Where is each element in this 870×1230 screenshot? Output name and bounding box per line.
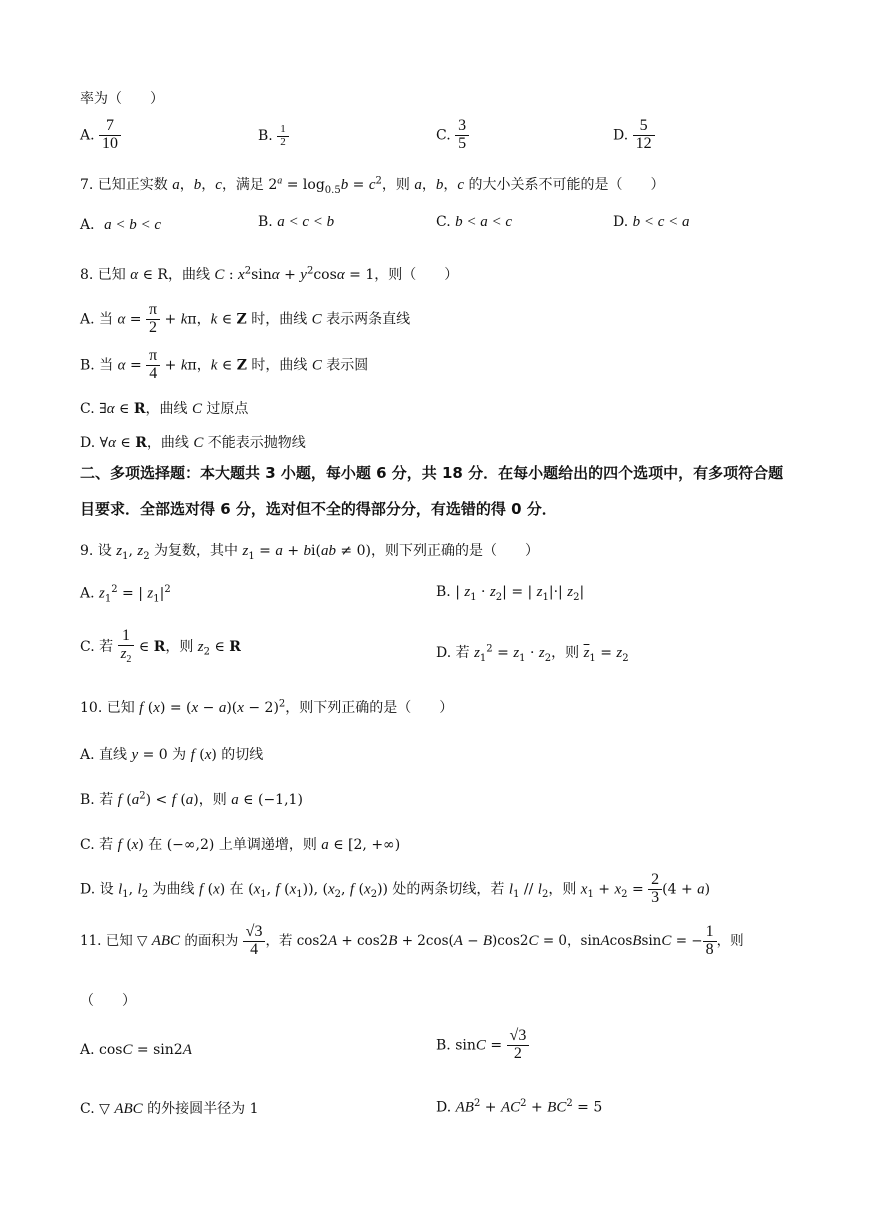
q6-option-d: D. $\frac{5}{12}$ [613,118,655,153]
q8-option-a: A. 当 α = $\frac{\pi}{2}$ + kπ，k ∈ Z 时，曲线 C 表示两条直线 [80,301,411,336]
q8-option-d: D. ∀α ∈ R，曲线 C 不能表示抛物线 [80,435,306,451]
q10-stem: 10. 已知 f $(x) = (x - a)(x - 2)^2$，则下列正确的是（ ） [80,698,454,716]
q10-option-a: A. 直线 y = 0 为 f (x) 的切线 [80,747,264,763]
q8-stem: 8. 已知 α ∈ R，曲线 C : $x^2\sin\alpha + y^2\cos\alpha = 1$，则（ ） [80,265,459,283]
section2-heading: 二、多项选择题：本大题共 3 小题，每小题 6 分，共 18 分．在每小题给出的四个选项中，有多项符合题目要求．全部选对得 6 分，选对但不全的得部分分，有选错的得 0 分． [80,464,784,518]
q11-option-c: C. ▽ ABC 的外接圆半径为 1 [80,1101,259,1117]
q10-option-c: C. 若 f (x) 在 (−∞,2) 上单调递增，则 a ∈ [2, +∞) [80,837,401,853]
q8-option-c: C. ∃α ∈ R，曲线 C 过原点 [80,401,249,417]
q9-option-a: A. $z_1^2$ = | $z_1|^2$ [80,584,171,605]
q7-option-c: C. b < a < c [436,214,513,230]
q11-option-d: D. $AB^2 + AC^2 + BC^2 = 5$ [436,1098,603,1116]
q10-option-d: D. 设 $l_1$, $l_2$ 为曲线 f (x) 在 ($x_1$, f $(x_1)$), ($x_2$, f $(x_2)$) 处的两条切线，若 $l_1 // l_2$，则 $x_1 + x_2$ = $\frac{2}{3}$ (4 + a) [80,871,711,906]
q11-option-a: A. cosC = sin2A [80,1042,192,1058]
q8-option-b: B. 当 α = $\frac{\pi}{4}$ + kπ，k ∈ Z 时，曲线 C 表示圆 [80,347,369,382]
q7-option-d: D. b < c < a [613,214,690,230]
q7-option-b: B. a < c < b [258,214,335,230]
q10-option-b: B. 若 f $(a^2) < f$ (a)，则 a ∈ (−1,1) [80,790,303,808]
q11-option-b: B. sinC = $\frac{√3}{2}$ [436,1028,529,1063]
q6-tail: 率为（ ） [80,91,164,107]
q6-option-a: A. $\frac{7}{10}$ [80,118,121,153]
q7-option-a: A．a < b < c [80,217,162,233]
q7-stem: 7. 已知正实数 a，b，c，满足 $2^a = \log_{0.5}b = c^2$，则 a，b，c 的大小关系不可能的是（ ） [80,175,665,196]
q9-option-b: B. | $z_1 \cdot z_2|$ = | $z_1|\cdot|$ $z_2|$ [436,584,585,603]
q11-stem: 11. 已知 ▽ ABC 的面积为 $\frac{√3}{4}$ ，若 cos2A + cos2B + 2cos(A − B)cos2C = 0，sinAcosBsinC = − $\frac{1}{8}$ ，则 [80,923,744,958]
q9-stem: 9. 设 $z_1$, $z_2$ 为复数，其中 $z_1 = a + bi(ab \ne 0)$，则下列正确的是（ ） [80,543,539,562]
q6-option-c: C. $\frac{3}{5}$ [436,118,469,153]
q9-option-d: D. 若 $z_1^2 = z_1 \cdot z_2$，则 $\overline{z}_1 = z_2$ [436,643,629,664]
q11-paren: （ ） [80,993,136,1009]
q9-option-c: C. 若 $\frac{1}{z_2}$ ∈ R，则 $z_2$ ∈ R [80,627,241,665]
q6-option-b: B. $\frac{1}{2}$ [258,124,289,148]
